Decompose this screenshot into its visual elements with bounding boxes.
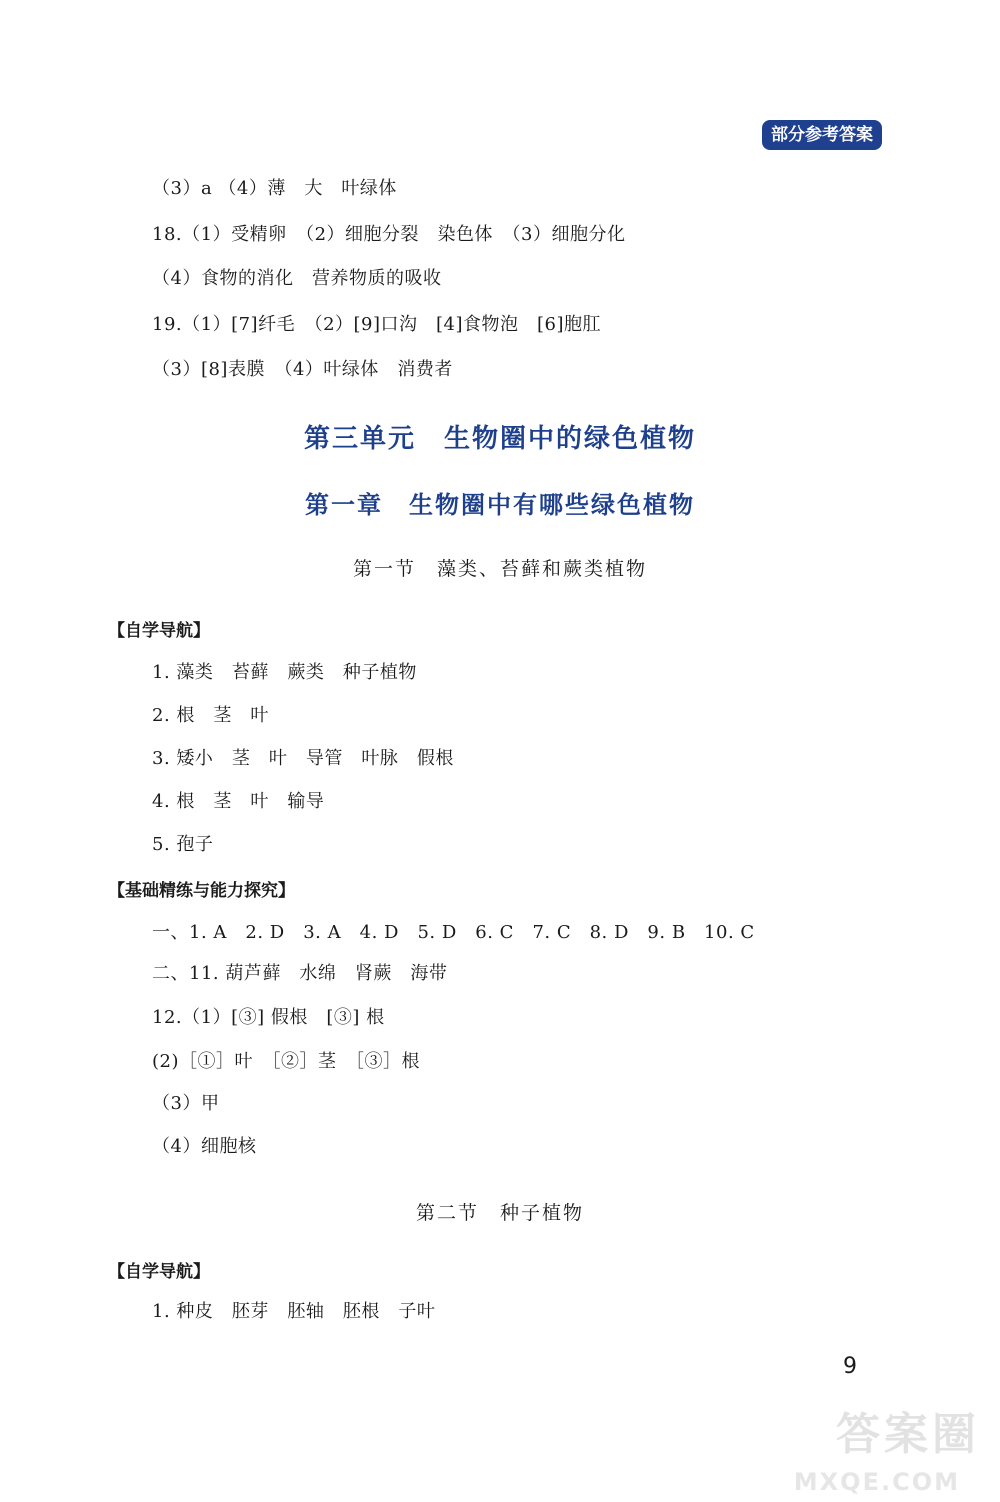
answer-line: （3）甲 <box>152 1093 220 1114</box>
answer-line: （3）a （4）薄 大 叶绿体 <box>152 178 397 199</box>
answer-line: 3. 矮小 茎 叶 导管 叶脉 假根 <box>152 748 454 769</box>
answer-line: 2. 根 茎 叶 <box>152 705 269 726</box>
answer-line: （4）食物的消化 营养物质的吸收 <box>152 268 442 289</box>
answer-line: 1. 藻类 苔藓 蕨类 种子植物 <box>152 662 417 683</box>
section-title: 第一节 藻类、苔藓和蕨类植物 <box>352 558 647 580</box>
self-study-heading: 【自学导航】 <box>108 1262 210 1282</box>
answer-line: 19.（1）[7]纤毛 （2）[9]口沟 [4]食物泡 [6]胞肛 <box>152 314 602 335</box>
answer-line: （3）[8]表膜 （4）叶绿体 消费者 <box>152 359 453 380</box>
watermark-logo: 答案圈 <box>836 1409 980 1460</box>
answer-line: 12.（1）[③] 假根 [③] 根 <box>152 1007 385 1028</box>
answer-line: 18.（1）受精卵 （2）细胞分裂 染色体 （3）细胞分化 <box>152 224 626 245</box>
page-number: 9 <box>843 1354 857 1379</box>
answer-line: （4）细胞核 <box>152 1136 257 1157</box>
practice-heading: 【基础精练与能力探究】 <box>108 881 295 901</box>
watermark-url: MXQE.COM <box>793 1468 960 1496</box>
answer-line: 4. 根 茎 叶 输导 <box>152 791 325 812</box>
chapter-title: 第一章 生物圈中有哪些绿色植物 <box>305 491 695 519</box>
answer-line: 1. 种皮 胚芽 胚轴 胚根 子叶 <box>152 1301 436 1322</box>
unit-title: 第三单元 生物圈中的绿色植物 <box>303 424 696 454</box>
answer-line: 5. 孢子 <box>152 834 214 855</box>
section-title: 第二节 种子植物 <box>415 1202 584 1224</box>
answer-key-badge: 部分参考答案 <box>762 120 882 150</box>
self-study-heading: 【自学导航】 <box>108 621 210 641</box>
answer-line: 二、11. 葫芦藓 水绵 肾蕨 海带 <box>152 963 448 984</box>
answer-line: (2)［①］叶 ［②］茎 ［③］根 <box>152 1051 420 1072</box>
answer-line: 一、1. A 2. D 3. A 4. D 5. D 6. C 7. C 8. D 9. B 10. C <box>152 922 755 943</box>
